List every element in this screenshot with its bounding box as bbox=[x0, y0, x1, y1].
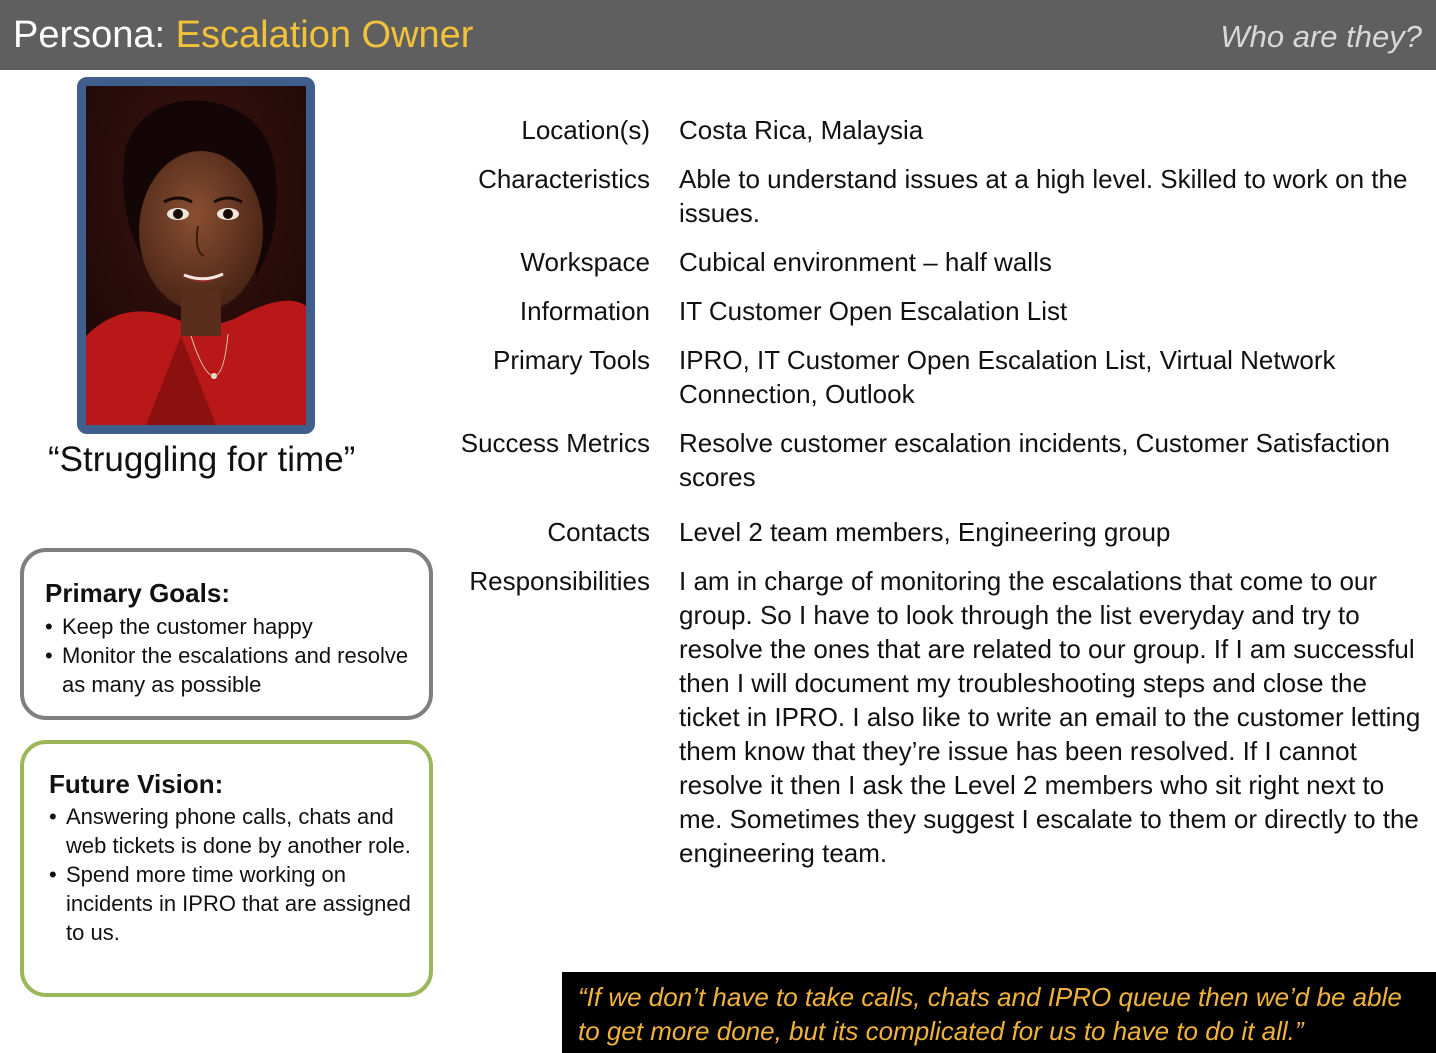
future-vision-box bbox=[20, 740, 433, 997]
primary-goals-list bbox=[45, 612, 415, 699]
primary-goals-heading: Primary Goals: bbox=[45, 578, 230, 608]
detail-value-primary-tools: IPRO, IT Customer Open Escalation List, Virtual Network Connection, Outlook bbox=[679, 345, 1336, 409]
detail-value-characteristics: Able to understand issues at a high level. Skilled to work on the issues. bbox=[679, 164, 1408, 228]
detail-label-characteristics: Characteristics bbox=[478, 164, 650, 194]
list-item: • Answering phone calls, chats and web tickets is done by another role. bbox=[49, 802, 419, 860]
detail-label-contacts: Contacts bbox=[547, 517, 650, 547]
list-item: • Spend more time working on incidents in IPRO that are assigned to us. bbox=[49, 860, 419, 947]
persona-tagline: “Struggling for time” bbox=[48, 440, 356, 479]
persona-name: Escalation Owner bbox=[175, 14, 474, 56]
persona-portrait-icon bbox=[86, 86, 306, 425]
detail-label-primary-tools: Primary Tools bbox=[492, 345, 650, 375]
header-bar bbox=[0, 0, 1436, 70]
persona-photo bbox=[77, 77, 315, 434]
persona-details bbox=[440, 112, 1421, 870]
detail-value-location: Costa Rica, Malaysia bbox=[679, 115, 924, 145]
detail-label-workspace: Workspace bbox=[520, 247, 650, 277]
detail-label-success-metrics: Success Metrics bbox=[460, 428, 650, 458]
detail-value-contacts: Level 2 team members, Engineering group bbox=[679, 517, 1171, 547]
title-prefix: Persona: bbox=[13, 14, 176, 56]
primary-goals-box bbox=[20, 548, 433, 720]
list-item: • Monitor the escalations and resolve as many as possible bbox=[45, 641, 415, 699]
section-subtitle: Who are they? bbox=[1220, 19, 1422, 54]
detail-value-information: IT Customer Open Escalation List bbox=[679, 296, 1068, 326]
detail-value-success-metrics: Resolve customer escalation incidents, Customer Satisfaction scores bbox=[679, 428, 1390, 492]
detail-label-responsibilities: Responsibilities bbox=[469, 566, 650, 596]
future-vision-list bbox=[49, 802, 419, 947]
page-title bbox=[13, 12, 473, 58]
detail-label-information: Information bbox=[519, 296, 650, 326]
future-vision-heading: Future Vision: bbox=[49, 769, 224, 799]
detail-value-workspace: Cubical environment – half walls bbox=[679, 247, 1052, 277]
detail-label-location: Location(s) bbox=[521, 115, 650, 145]
persona-quote: “If we don’t have to take calls, chats and IPRO queue then we’d be able to get more done, but its complicated for us to have to do it all.” bbox=[562, 972, 1436, 1053]
list-item: • Keep the customer happy bbox=[45, 612, 415, 641]
detail-value-responsibilities: I am in charge of monitoring the escalations that come to our group. So I have to look through the list everyday and try to resolve the ones that are related to our group. If I am successful then I will document my troubleshooting steps and close the ticket in IPRO. I also like to write an email to the customer letting them know that they’re issue has been resolved. If I cannot resolve it then I ask the Level 2 members who sit right next to me. Sometimes they suggest I escalate to them or directly to the engineering team. bbox=[679, 566, 1421, 868]
